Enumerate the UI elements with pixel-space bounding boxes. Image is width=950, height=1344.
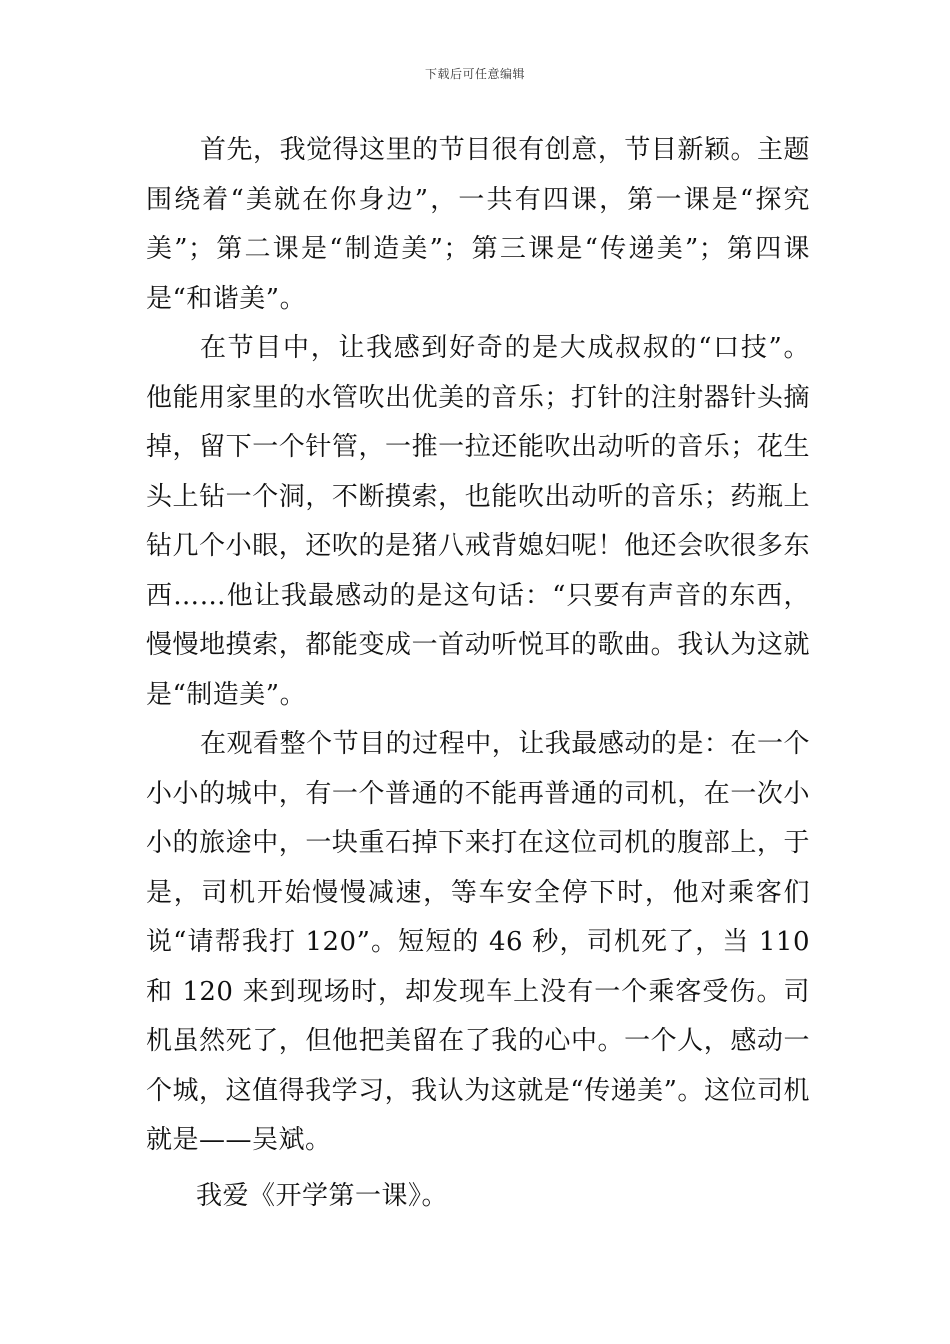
page-header: 下载后可任意编辑 (424, 67, 525, 81)
paragraph-driver: 在观看整个节目的过程中，让我最感动的是：在一个小小的城中，有一个普通的不能再普通的司机，在一次小小的旅途中，一块重石掉下来打在这位司机的腹部上，于是，司机开始慢慢减速，等车安全停下时，他对乘客们说“请帮我打 120”。短短的 46 秒，司机死了，当 110 和 120 来到现场时，却发现车上没有一个乘客受伤。司机虽然死了，但他把美留在了我的心中。一个人，感动一个城，这值得我学习，我认为这就是“传递美”。这位司机就是——吴斌。 (146, 729, 810, 1155)
paragraph-closing: 我爱《开学第一课》。 (196, 1181, 449, 1211)
paragraph-intro: 首先，我觉得这里的节目很有创意，节目新颖。主题围绕着“美就在你身边”，一共有四课，第一课是“探究美”；第二课是“制造美”；第三课是“传递美”；第四课是“和谐美”。 (146, 135, 810, 314)
document-body (146, 126, 810, 1166)
paragraph-ventriloquism: 在节目中，让我感到好奇的是大成叔叔的“口技”。他能用家里的水管吹出优美的音乐；打针的注射器针头摘掉，留下一个针管，一推一拉还能吹出动听的音乐；花生头上钻一个洞，不断摸索，也能吹出动听的音乐；药瓶上钻几个小眼，还吹的是猪八戒背媳妇呢！他还会吹很多东西……他让我最感动的是这句话：“只要有声音的东西，慢慢地摸索，都能变成一首动听悦耳的歌曲。我认为这就是“制造美”。 (146, 333, 810, 710)
